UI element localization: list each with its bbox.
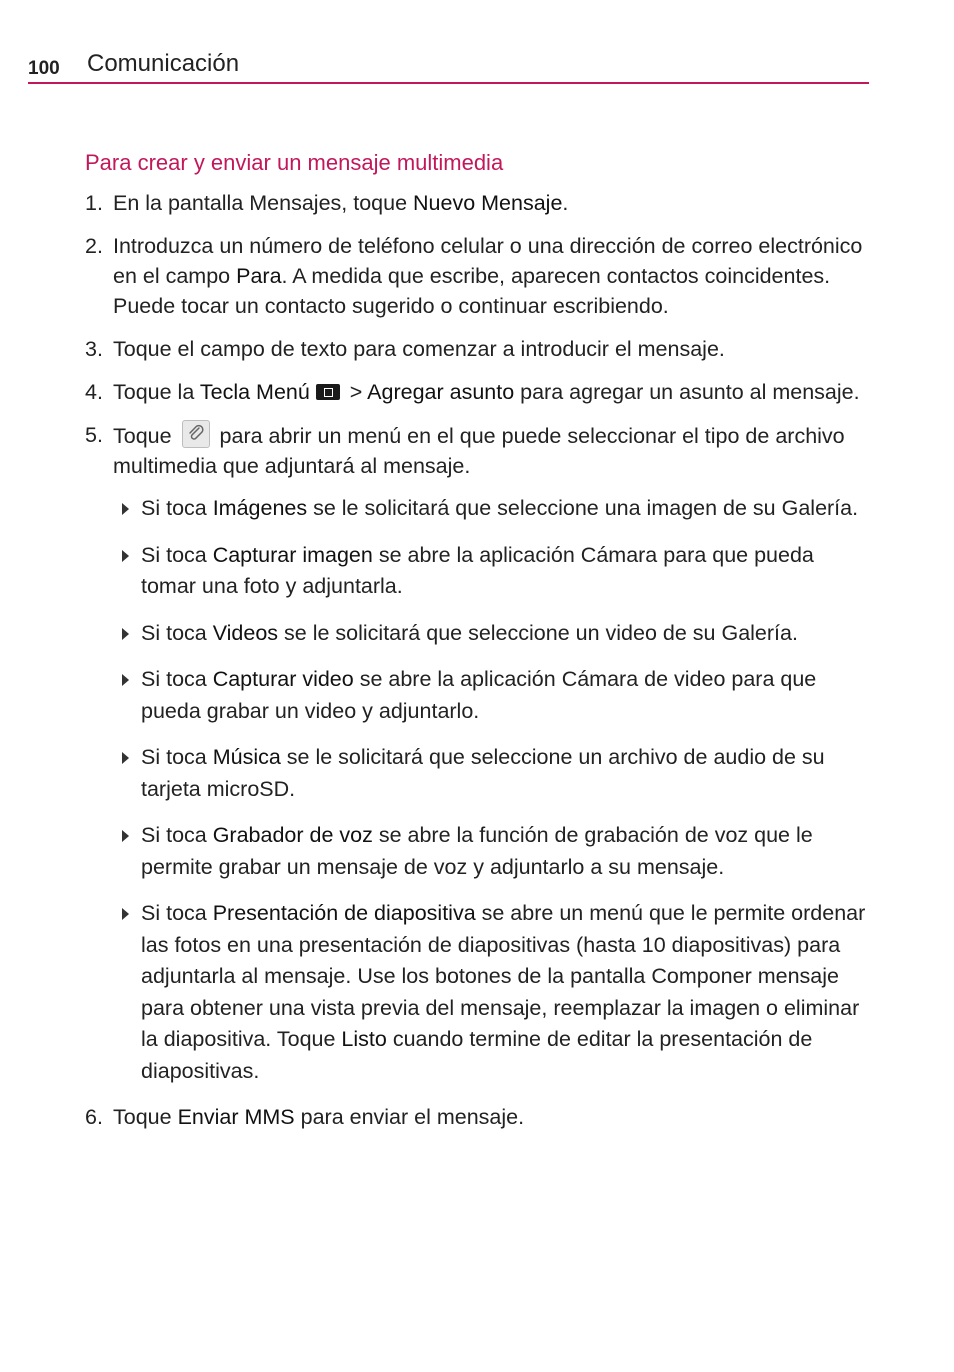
list-item — [113, 618, 871, 650]
bullet-text: se abre la aplicación Cámara para que pueda tomar una foto y adjuntarla. — [141, 542, 814, 598]
list-item — [113, 540, 871, 603]
bullet-arrow-icon — [122, 674, 129, 686]
step-text: para enviar el mensaje. — [294, 1105, 525, 1129]
bullet-text: se le solicitará que seleccione un archivo de audio de su tarjeta microSD. — [141, 745, 825, 801]
key-term: Agregar asunto — [367, 380, 515, 404]
key-term: Música — [212, 745, 281, 769]
bullet-arrow-icon — [122, 830, 129, 842]
step-number: 6. — [85, 1105, 103, 1129]
bullet-arrow-icon — [122, 550, 129, 562]
bullet-text: cuando termine de editar la presentación de diapositivas. — [141, 1027, 813, 1083]
list-item — [113, 820, 871, 883]
step-4 — [85, 377, 871, 407]
bullet-text: se abre la función de grabación de voz que le permite grabar un mensaje de voz y adjuntarlo a su mensaje. — [141, 823, 813, 879]
key-term: Enviar MMS — [177, 1105, 295, 1129]
page-number: 100 — [28, 58, 60, 79]
bullet-text: Si toca — [141, 823, 213, 847]
bullet-arrow-icon — [122, 503, 129, 515]
bullet-text: Si toca — [141, 542, 213, 567]
key-term: Videos — [212, 620, 279, 645]
key-term: Listo — [341, 1027, 387, 1051]
bullet-text: Si toca — [141, 667, 213, 691]
bullet-arrow-icon — [122, 908, 129, 920]
section-title: Para crear y enviar un mensaje multimedia — [85, 150, 504, 175]
step-6 — [85, 1102, 871, 1132]
step-5 — [85, 420, 871, 1087]
key-term: Nuevo Mensaje — [413, 191, 563, 215]
bullet-text: Si toca — [141, 620, 213, 645]
step-text: Toque — [113, 1105, 178, 1129]
chapter-title: Comunicación — [87, 50, 240, 77]
bullet-text: se le solicitará que seleccione una imagen de su Galería. — [307, 496, 859, 520]
bullet-text: Si toca — [141, 496, 213, 520]
step-text: para agregar un asunto al mensaje. — [514, 380, 860, 404]
key-term: Grabador de voz — [212, 823, 373, 847]
step-number: 4. — [85, 380, 103, 404]
step-text: . A medida que escribe, aparecen contactos coincidentes. Puede tocar un contacto sugerido o continuar escribiendo. — [113, 264, 831, 318]
instructions-list — [85, 188, 871, 1145]
key-term: Para — [236, 264, 282, 288]
step-3 — [85, 334, 871, 364]
step-text: > — [343, 380, 368, 404]
bullet-arrow-icon — [122, 752, 129, 764]
step-2 — [85, 231, 871, 321]
key-term: Capturar video — [212, 667, 354, 691]
step-text: . — [562, 191, 569, 215]
step-text: Introduzca un número de teléfono celular o una dirección de correo electrónico en el campo — [113, 234, 863, 288]
key-term: Imágenes — [212, 496, 308, 520]
list-item — [113, 664, 871, 727]
bullet-text: se le solicitará que seleccione un video de su Galería. — [278, 620, 798, 645]
step-text: Toque — [113, 424, 178, 448]
bullet-text: Si toca — [141, 745, 213, 769]
step-number: 3. — [85, 337, 103, 361]
attachment-options — [113, 493, 871, 1087]
key-term: Presentación de diapositiva — [212, 901, 476, 925]
key-term: Tecla Menú — [199, 380, 310, 404]
list-item — [113, 742, 871, 805]
step-text: Toque el campo de texto para comenzar a introducir el mensaje. — [113, 337, 725, 361]
paperclip-icon — [182, 420, 210, 448]
step-1 — [85, 188, 871, 218]
list-item — [113, 898, 871, 1087]
step-number: 5. — [85, 423, 103, 447]
step-text: para abrir un menú en el que puede seleccionar el tipo de archivo multimedia que adjuntará al mensaje. — [113, 424, 845, 478]
menu-key-icon — [316, 384, 340, 400]
step-text: Toque la — [113, 380, 200, 404]
key-term: Capturar imagen — [212, 542, 373, 567]
bullet-arrow-icon — [122, 628, 129, 640]
step-number: 2. — [85, 234, 103, 258]
bullet-text: Si toca — [141, 901, 213, 925]
list-item — [113, 493, 871, 525]
step-number: 1. — [85, 191, 103, 215]
page-header — [28, 50, 869, 84]
bullet-text: se abre la aplicación Cámara de video para que pueda grabar un video y adjuntarlo. — [141, 667, 817, 723]
step-text: En la pantalla Mensajes, toque — [113, 191, 414, 215]
bullet-text: se abre un menú que le permite ordenar las fotos en una presentación de diapositivas (hasta 10 diapositivas) para adjuntarla al mensaje. Use los botones de la pantalla Componer mensaje para obtener una vista previa del mensaje, reemplazar la imagen o eliminar la diapositiva. Toque — [141, 901, 866, 1051]
